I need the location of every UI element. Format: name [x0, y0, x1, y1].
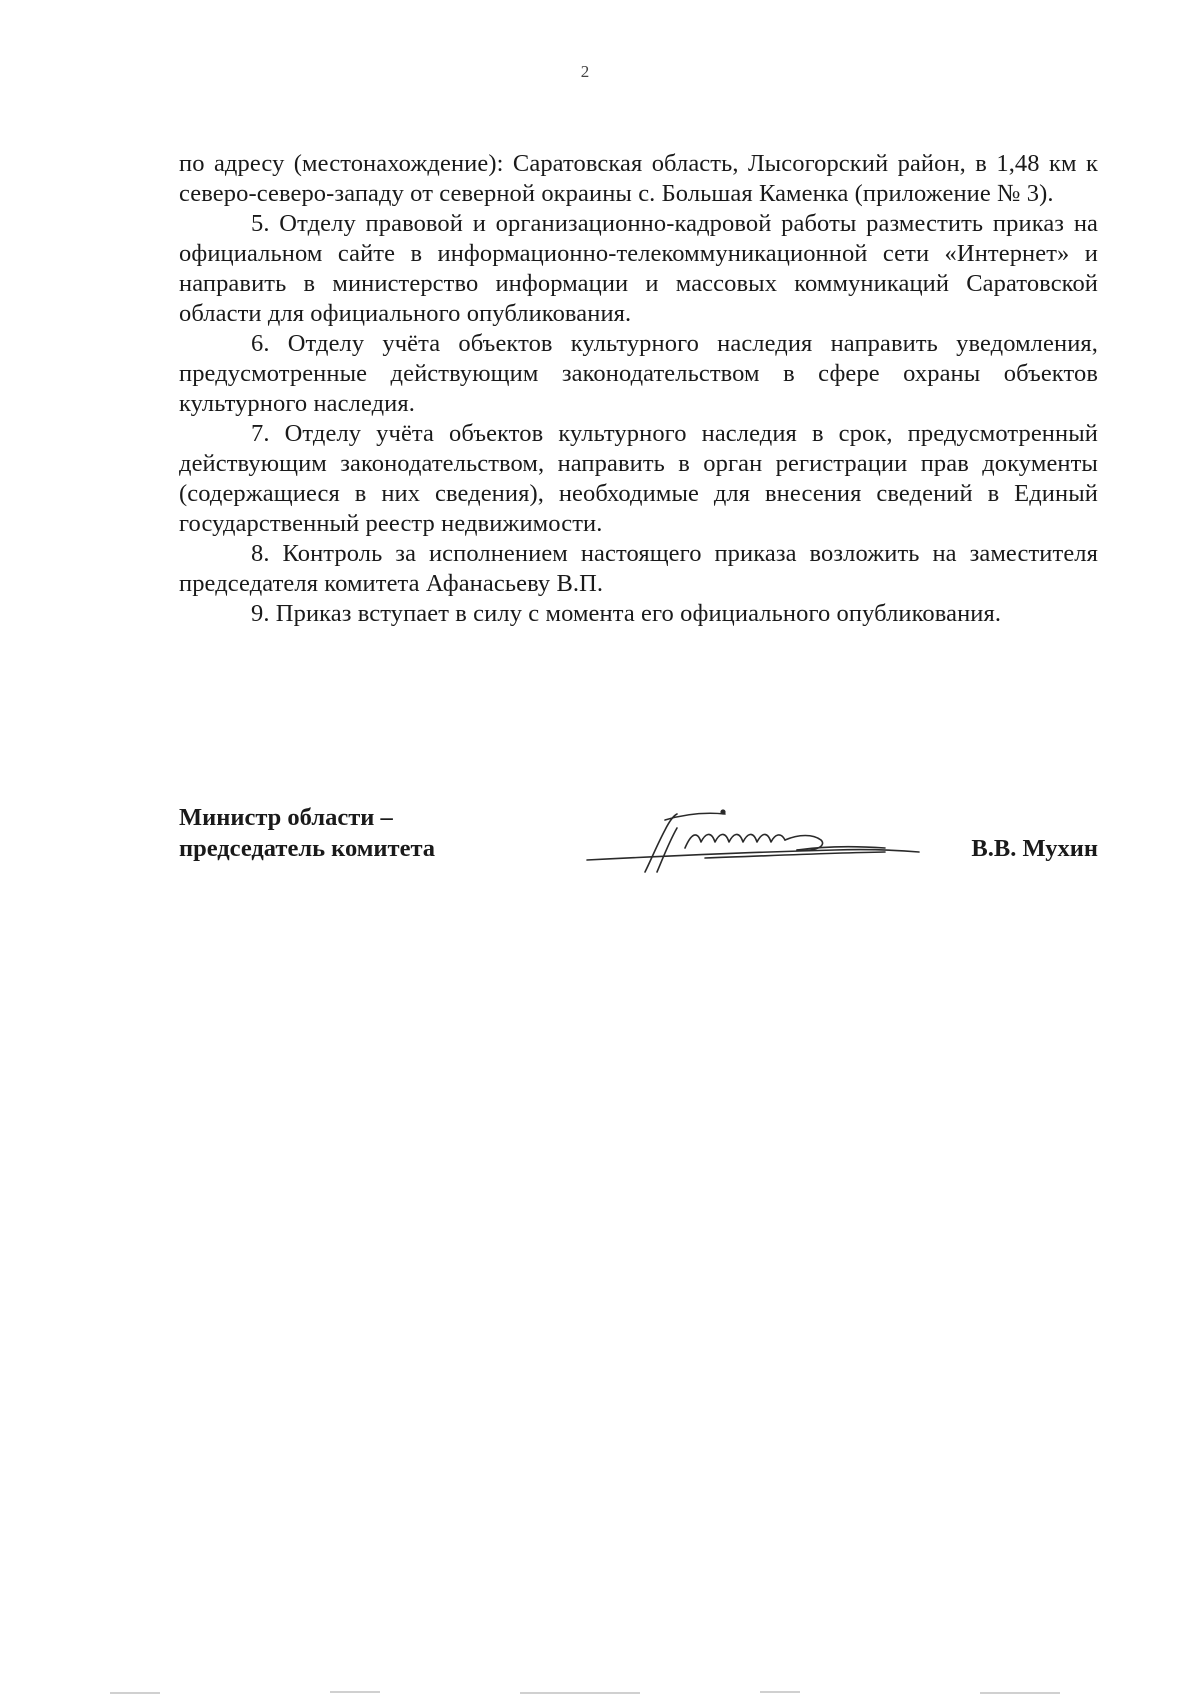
paragraph-item-6: 6. Отделу учёта объектов культурного наследия направить уведомления, предусмотренные действующим законодательством в сфере охраны объектов культурного наследия. [179, 330, 1098, 417]
signatory-title-line-2: председатель комитета [179, 835, 436, 862]
page-number: 2 [580, 62, 590, 81]
paragraph-item-7: 7. Отделу учёта объектов культурного наследия в срок, предусмотренный действующим законодательством, направить в орган регистрации прав документы (содержащиеся в них сведения), необходимые для внесения сведений в Единый государственный реестр недвижимости. [179, 420, 1098, 537]
scan-edge-marks [0, 1687, 1200, 1697]
paragraph-address: по адресу (местонахождение): Саратовская область, Лысогорский район, в 1,48 км к северо-северо-западу от северной окраины с. Большая Каменка (приложение № 3). [179, 150, 1098, 207]
paragraph-item-5: 5. Отделу правовой и организационно-кадровой работы разместить приказ на официальном сайте в информационно-телекоммуникационной сети «Интернет» и направить в министерство информации и массовых коммуникаций Саратовской области для официального опубликования. [179, 210, 1098, 327]
signature-block [179, 802, 1098, 872]
signatory-title-line-1: Министр области – [179, 804, 393, 831]
signatory-title [179, 802, 435, 864]
paragraph-item-9: 9. Приказ вступает в силу с момента его официального опубликования. [251, 600, 1002, 627]
document-body [179, 149, 1098, 629]
paragraph-item-8: 8. Контроль за исполнением настоящего приказа возложить на заместителя председателя комитета Афанасьеву В.П. [179, 540, 1098, 597]
handwritten-signature-icon [585, 790, 925, 880]
signatory-name: В.В. Мухин [971, 835, 1098, 862]
